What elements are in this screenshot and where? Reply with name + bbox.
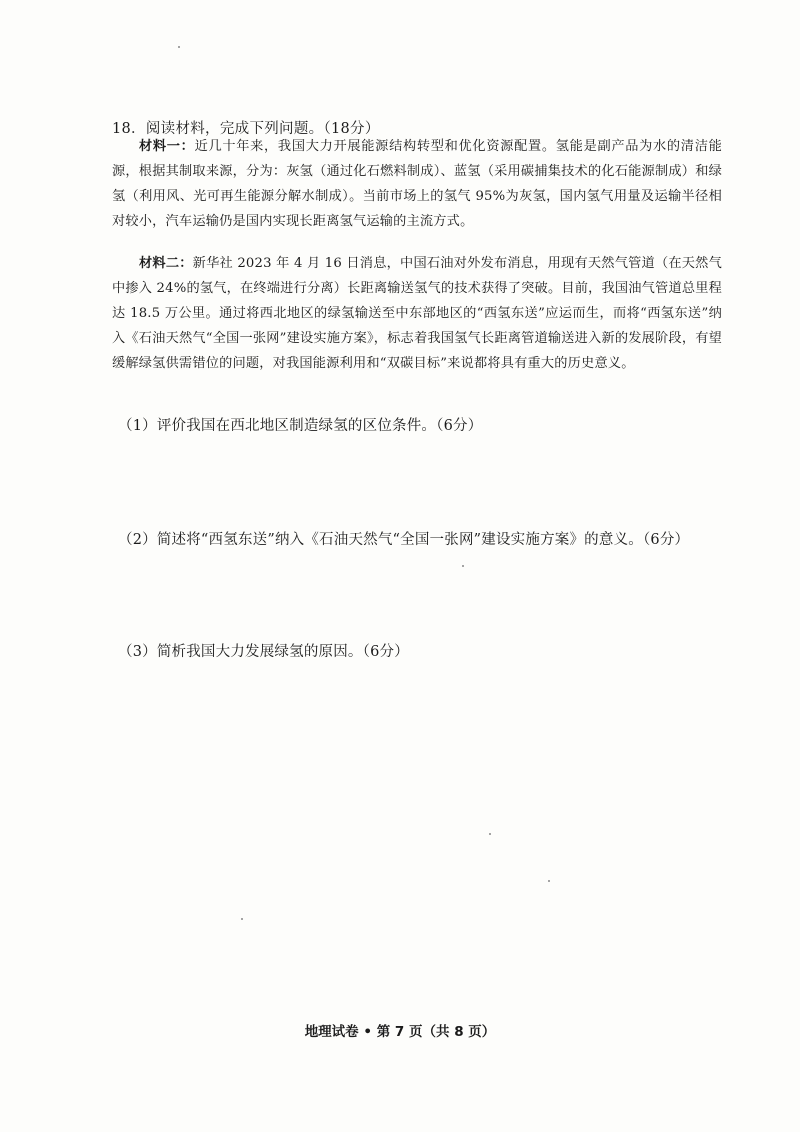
scan-speck [489,833,491,835]
scan-speck [462,565,464,567]
sub-question-3: （3）简析我国大力发展绿氢的原因。（6分） [118,644,409,660]
scan-speck [548,880,550,882]
material-one-label: 材料一： [139,139,195,154]
scan-speck [241,918,243,920]
material-two-text: 新华社 2023 年 4 月 16 日消息，中国石油对外发布消息，用现有天然气管道（在天然气中掺入 24%的氢气，在终端进行分离）长距离输送氢气的技术获得了突破。目前，我国油气管道总里程达 18.5 万公里。通过将西北地区的绿氢输送至中东部地区的“西氢东送”应运而生，而将“西氢东送”纳入《石油天然气“全国一张网”建设实施方案》，标志着我国氢气长距离管道输送进入新的发展阶段，有望缓解绿氢供需错位的问题，对我国能源利用和“双碳目标”来说都将具有重大的历史意义。 [112,256,722,371]
question-title: 18．阅读材料，完成下列问题。（18分） [112,121,380,137]
scan-speck [178,46,180,48]
material-one-text: 近几十年来，我国大力开展能源结构转型和优化资源配置。氢能是副产品为水的清洁能源，根据其制取来源，分为：灰氢（通过化石燃料制成）、蓝氢（采用碳捕集技术的化石能源制成）和绿氢（利用风、光可再生能源分解水制成）。当前市场上的氢气 95%为灰氢，国内氢气用量及运输半径相对较小，汽车运输仍是国内实现长距离氢气运输的主流方式。 [112,139,722,229]
sub-question-1: （1）评价我国在西北地区制造绿氢的区位条件。（6分） [118,418,483,434]
material-one [112,134,722,234]
page-footer: 地理试卷 • 第 7 页（共 8 页） [304,1024,496,1040]
sub-question-2: （2）简述将“西氢东送”纳入《石油天然气“全国一张网”建设实施方案》的意义。（6分） [118,532,690,548]
material-two-label: 材料二： [139,256,193,271]
material-two [112,251,722,376]
